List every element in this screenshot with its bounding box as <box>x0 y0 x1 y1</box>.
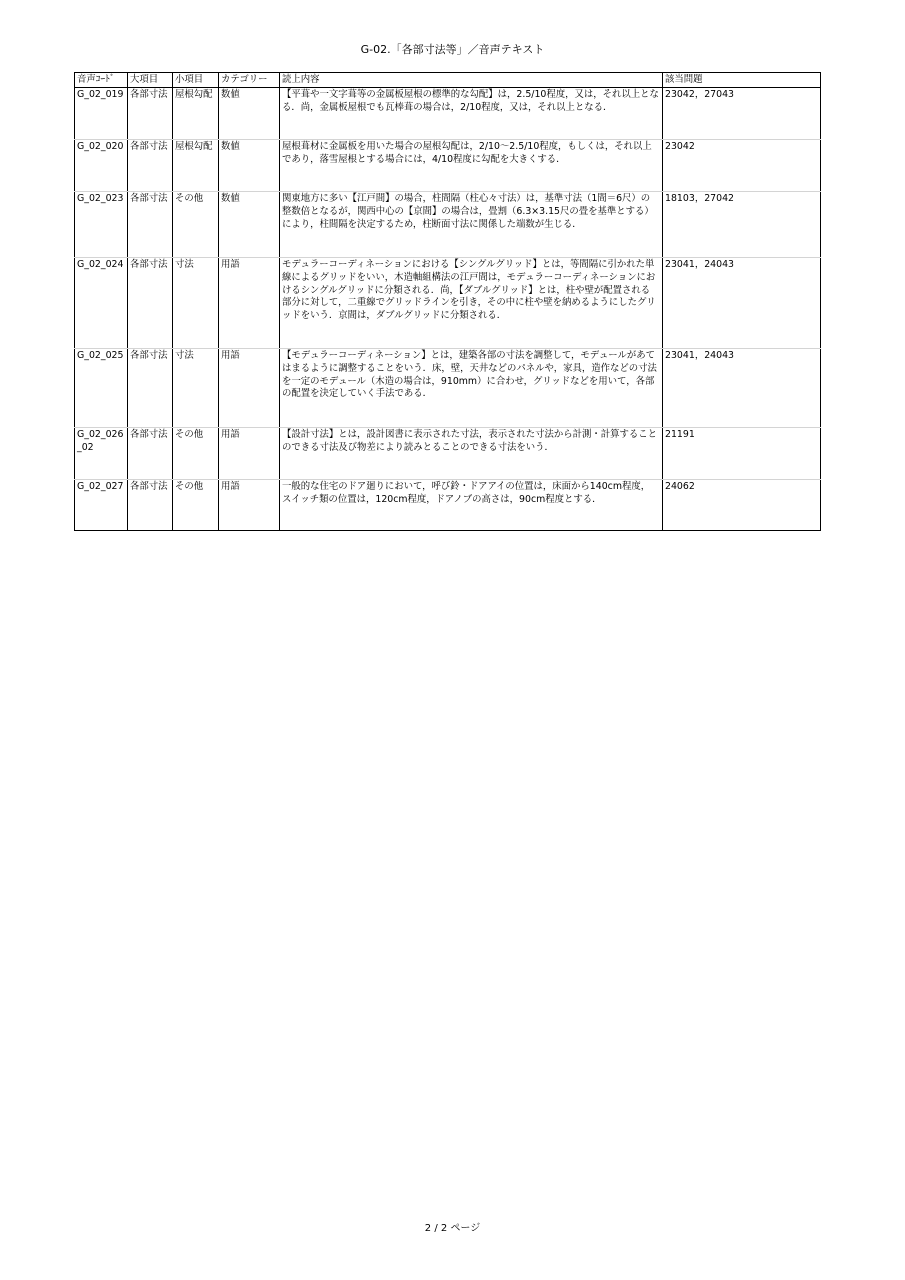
cell-code: G_02_024 <box>75 258 128 349</box>
cell-reading: 関東地方に多い【江戸間】の場合，柱間隔（柱心々寸法）は，基準寸法（1間＝6尺）の整数倍となるが，関西中心の【京間】の場合は，畳割（6.3×3.15尺の畳を基準とする）により，柱間隔を決定するため，柱断面寸法に関係した端数が生じる． <box>280 192 663 258</box>
column-header-code: 音声ｺｰﾄﾞ <box>75 73 128 88</box>
cell-minor: 屋根勾配 <box>173 140 219 192</box>
table-row <box>75 349 821 428</box>
cell-questions: 23041，24043 <box>663 258 821 349</box>
cell-category: 用語 <box>219 349 280 428</box>
column-header-reading: 読上内容 <box>280 73 663 88</box>
table-row <box>75 258 821 349</box>
cell-code: G_02_020 <box>75 140 128 192</box>
cell-questions: 23041，24043 <box>663 349 821 428</box>
cell-minor: その他 <box>173 480 219 531</box>
cell-reading: 屋根葺材に金属板を用いた場合の屋根勾配は，2/10～2.5/10程度，もしくは，それ以上であり，落雪屋根とする場合には，4/10程度に勾配を大きくする． <box>280 140 663 192</box>
cell-code: G_02_019 <box>75 88 128 140</box>
column-header-questions: 該当問題 <box>663 73 821 88</box>
cell-code: G_02_023 <box>75 192 128 258</box>
cell-questions: 18103，27042 <box>663 192 821 258</box>
table-row <box>75 88 821 140</box>
page-number: 2 / 2 ページ <box>424 1223 481 1234</box>
cell-category: 用語 <box>219 258 280 349</box>
table-row <box>75 140 821 192</box>
cell-major: 各部寸法 <box>128 480 173 531</box>
cell-minor: 寸法 <box>173 258 219 349</box>
cell-minor: 寸法 <box>173 349 219 428</box>
cell-minor: その他 <box>173 192 219 258</box>
cell-reading: 【平葺や一文字葺等の金属板屋根の標準的な勾配】は，2.5/10程度，又は，それ以上となる．尚，金属板屋根でも瓦棒葺の場合は，2/10程度，又は，それ以上となる． <box>280 88 663 140</box>
cell-category: 用語 <box>219 480 280 531</box>
page-title: G-02.「各部寸法等」／音声テキスト <box>360 43 545 56</box>
cell-questions: 23042，27043 <box>663 88 821 140</box>
table-row <box>75 480 821 531</box>
cell-minor: その他 <box>173 428 219 480</box>
cell-major: 各部寸法 <box>128 428 173 480</box>
cell-questions: 24062 <box>663 480 821 531</box>
cell-category: 数値 <box>219 88 280 140</box>
cell-category: 数値 <box>219 192 280 258</box>
cell-major: 各部寸法 <box>128 258 173 349</box>
cell-code: G_02_027 <box>75 480 128 531</box>
cell-reading: 【モデュラーコーディネーション】とは，建築各部の寸法を調整して，モデュールがあてはまるように調整することをいう．床，壁，天井などのパネルや，家具，造作などの寸法を一定のモデュール（木造の場合は，910mm）に合わせ，グリッドなどを用いて，各部の配置を決定していく手法である． <box>280 349 663 428</box>
cell-major: 各部寸法 <box>128 88 173 140</box>
table-row <box>75 192 821 258</box>
column-header-minor: 小項目 <box>173 73 219 88</box>
cell-code: G_02_025 <box>75 349 128 428</box>
column-header-category: カテゴリー <box>219 73 280 88</box>
cell-questions: 23042 <box>663 140 821 192</box>
cell-category: 数値 <box>219 140 280 192</box>
cell-reading: 【設計寸法】とは，設計図書に表示された寸法，表示された寸法から計測・計算することのできる寸法及び物差により読みとることのできる寸法をいう． <box>280 428 663 480</box>
column-header-major: 大項目 <box>128 73 173 88</box>
cell-code: G_02_026_02 <box>75 428 128 480</box>
cell-questions: 21191 <box>663 428 821 480</box>
cell-reading: モデュラーコーディネーションにおける【シングルグリッド】とは，等間隔に引かれた単線によるグリッドをいい，木造軸組構法の江戸間は，モデュラーコーディネーションにおけるシングルグリッドに分類される．尚，【ダブルグリッド】とは，柱や壁が配置される部分に対して，二重線でグリッドラインを引き，その中に柱や壁を納めるようにしたグリッドをいう．京間は，ダブルグリッドに分類される． <box>280 258 663 349</box>
cell-category: 用語 <box>219 428 280 480</box>
cell-reading: 一般的な住宅のドア廻りにおいて，呼び鈴・ドアアイの位置は，床面から140cm程度，スイッチ類の位置は，120cm程度，ドアノブの高さは，90cm程度とする． <box>280 480 663 531</box>
voice-text-table <box>74 72 821 531</box>
cell-major: 各部寸法 <box>128 140 173 192</box>
cell-major: 各部寸法 <box>128 349 173 428</box>
cell-major: 各部寸法 <box>128 192 173 258</box>
cell-minor: 屋根勾配 <box>173 88 219 140</box>
table-row <box>75 428 821 480</box>
table-header-row <box>75 73 821 88</box>
